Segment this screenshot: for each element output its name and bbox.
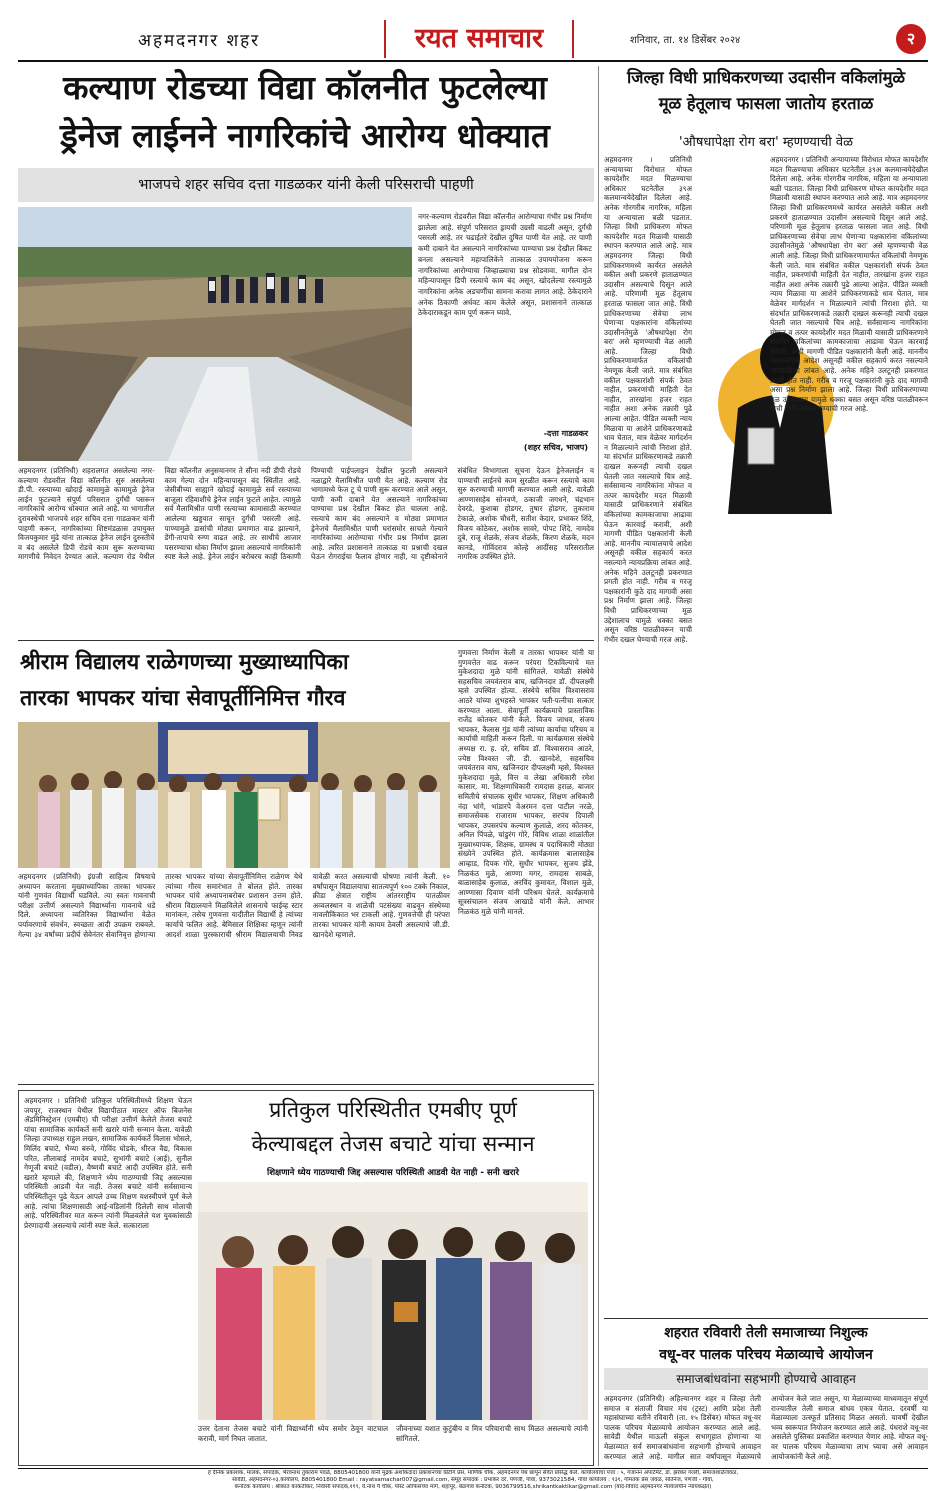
story3-body: अहमदनगर । प्रतिनिधी अन्यायाच्या विरोधात मोफत कायदेशीर मदत मिळण्याचा अधिकार घटनेतील ३९अ कलमान्वयेदेखील दिलेला आहे. अनेक गोरगरीब नागरिक, महिला या अन्यायाला बळी पडतात. जिल्हा विधी प्राधिकरण मोफत कायदेशीर मदत मिळावी यासाठी स्थापन करण्यात आले आहे. मात्र अहमदनगर जिल्हा विधी प्राधिकरणमध्ये कार्यरत असलेले वकील अशी प्रकरणे हाताळण्यात उदासीन असल्याचे दिसून आले आहे. परिणामी मूळ हेतूलाच हरताळ फासला जात आहे. विधी प्राधिकरणाच्या सेवेचा लाभ घेणाऱ्या पक्षकारांना वकिलांच्या उदासीनतेमुळे 'औषधापेक्षा रोग बरा' असे म्हणण्याची वेळ आली आहे. जिल्हा विधी प्राधिकरणामार्फत वकिलांची नेमणूक केली जाते. मात्र संबंधित वकील पक्षकारांशी संपर्क ठेवत नाहीत, प्रकरणांची माहिती देत नाहीत, तारखांना हजर राहत नाहीत अशा अनेक तक्रारी पुढे आल्या आहेत. पीडित व्यक्ती न्याय मिळावा या आशेने प्राधिकरणाकडे धाव घेतात, मात्र वेळेवर मार्गदर्शन न मिळाल्याने त्यांची निराशा होते. या संदर्भात प्राधिकरणाकडे तक्रारी दाखल करूनही त्याची दखल घेतली जात नसल्याचे चित्र आहे. सर्वसामान्य नागरिकांना मोफत व तत्पर कायदेशीर मदत मिळावी यासाठी प्राधिकरणाने संबंधित वकिलांच्या कामकाजाचा आढावा घेऊन कारवाई करावी, अशी मागणी पीडित पक्षकारांनी केली आहे. माननीय न्यायालयाचे आदेश असूनही वकील सहकार्य करत नसल्याने न्यायप्रक्रिया लांबत आहे. अनेक महिने उलटूनही प्रकरणात प्रगती होत नाही. गरीब व गरजू पक्षकारांनी कुठे दाद मागावी असा प्रश्न निर्माण झाला आहे. जिल्हा विधी प्राधिकरणाच्या मूळ उद्देशालाच यामुळे धक्का बसत असून वरिष्ठ पातळीवरून याची गंभीर दखल घेण्याची गरज आहे. [604, 155, 692, 644]
story5-subtitle: समाजबांधवांना सहभागी होण्याचे आवाहन [676, 1372, 856, 1386]
lead-quote-author: -दत्ता गाडळकर [543, 429, 588, 438]
story4-headline-line1: प्रतिकुल परिस्थितीत एमबीए पूर्ण [269, 1098, 517, 1123]
story2-headline-line2: तारका भापकर यांचा सेवापूर्तीनिमित्त गौरव [20, 686, 346, 711]
newspaper-name [384, 20, 574, 58]
lead-subtitle [18, 168, 594, 202]
story2-headline-line1: श्रीराम विद्यालय राळेगणच्या मुख्याध्यापिका [20, 650, 349, 675]
masthead [18, 20, 928, 58]
story3-subtitle: 'औषधापेक्षा रोग बरा' म्हणण्याची वेळ [678, 135, 854, 150]
story4-subtitle: शिक्षणाने ध्येय गाठण्याची जिद्द असल्यास परिस्थिती आडवी येत नाही - सनी खरारे [266, 1168, 519, 1178]
lead-headline-line1: कल्याण रोडच्या विद्या कॉलनीत फुटलेल्या [63, 68, 547, 107]
story3-headline-line2: मूळ हेतूलाच फासला जातोय हरताळ [658, 94, 874, 113]
story5-body: अहमदनगर (प्रतिनिधी) अहिल्यानगर शहर व जिल्हा तेली समाज व संताजी विचार मंच (ट्रस्ट) आणि प्रदेश तेली महासंघाच्या वतीने रविवारी (ता. १५ डिसेंबर) मोफत वधू-वर पालक परिचय मेळाव्याचे आयोजन करण्यात आले आहे. सावेडी येथील माऊली संकुल सभागृहात होणाऱ्या या मेळाव्यात सर्व समाजबांधवांना सहभागी होण्याचे आवाहन करण्यात आले आहे. मागील सात वर्षांपासून मेळाव्याचे आयोजन केले जात असून, या मेळाव्याच्या माध्यमातून संपूर्ण राज्यातील तेली समाज बांधव एकत्र येतात. दरवर्षी या मेळाव्याला उत्स्फूर्त प्रतिसाद मिळत असतो. यावर्षी देखील भव्य स्वरूपात नियोजन करण्यात आले आहे. पंधराशे वधू-वर असलेले पुस्तिका प्रकाशित करण्यात येणार आहे. मोफत वधू-वर पालक परिचय मेळाव्याचा लाभ घ्यावा असे आवाहन आयोजकांनी केले आहे. [604, 1394, 928, 1461]
lead-quote-box [418, 212, 592, 457]
masthead-rule [18, 60, 928, 62]
story5-subtitle-bar [604, 1368, 928, 1390]
lead-headline-line2: ड्रेनेज लाईनने नागरिकांचे आरोग्य धोक्यात [60, 116, 550, 155]
lead-quote-text: नगर-कल्याण रोडवरील विद्या कॉलनीत आरोग्याचा गंभीर प्रश्न निर्माण झालेला आहे. संपूर्ण परिसरात ड्रायची उग्रसी वाढली असून, दुर्गंधी पसरली आहे. तर चढाईतरे देखील दुषित पाणी येत आहे. तर पाणी कमी दाबाने येत असल्याने नागरिकांच्या पाण्याचा प्रश्न देखील बिकट बनला असल्याने महापालिकेने तात्काळ उपाययोजना करून नागरिकांच्या आरोग्याचा जिव्हाळ्याचा प्रश्न सोडवावा. मागील दोन महिन्यापासून डिपी रस्त्याचे काम बंद असून, खोदलेल्या रस्त्यामुळे नागरिकांना अनेक अडचणींचा सामना करावा लागत आहे. ठेकेदाराने अनेक ठिकाणी अर्धवट काम केलेले असून, प्रशासनाने तात्काळ ठेकेदाराकडून काम पूर्ण करून घ्यावे. [418, 212, 592, 318]
section-name: अहमदनगर शहर [138, 31, 261, 51]
story3-body-continued: अहमदनगर । प्रतिनिधी अन्यायाच्या विरोधात मोफत कायदेशीर मदत मिळण्याचा अधिकार घटनेतील ३९अ कलमान्वयेदेखील दिलेला आहे. अनेक गोरगरीब नागरिक, महिला या अन्यायाला बळी पडतात. जिल्हा विधी प्राधिकरण मोफत कायदेशीर मदत मिळावी यासाठी स्थापन करण्यात आले आहे. मात्र अहमदनगर जिल्हा विधी प्राधिकरणमध्ये कार्यरत असलेले वकील अशी प्रकरणे हाताळण्यात उदासीन असल्याचे दिसून आले आहे. परिणामी मूळ हेतूलाच हरताळ फासला जात आहे. विधी प्राधिकरणाच्या सेवेचा लाभ घेणाऱ्या पक्षकारांना वकिलांच्या उदासीनतेमुळे 'औषधापेक्षा रोग बरा' असे म्हणण्याची वेळ आली आहे. जिल्हा विधी प्राधिकरणामार्फत वकिलांची नेमणूक केली जाते. मात्र संबंधित वकील पक्षकारांशी संपर्क ठेवत नाहीत, प्रकरणांची माहिती देत नाहीत, तारखांना हजर राहत नाहीत अशा अनेक तक्रारी पुढे आल्या आहेत. पीडित व्यक्ती न्याय मिळावा या आशेने प्राधिकरणाकडे धाव घेतात, मात्र वेळेवर मार्गदर्शन न मिळाल्याने त्यांची निराशा होते. या संदर्भात प्राधिकरणाकडे तक्रारी दाखल करूनही त्याची दखल घेतली जात नसल्याचे चित्र आहे. सर्वसामान्य नागरिकांना मोफत व तत्पर कायदेशीर मदत मिळावी यासाठी प्राधिकरणाने संबंधित वकिलांच्या कामकाजाचा आढावा घेऊन कारवाई करावी, अशी मागणी पीडित पक्षकारांनी केली आहे. माननीय न्यायालयाचे आदेश असूनही वकील सहकार्य करत नसल्याने न्यायप्रक्रिया लांबत आहे. अनेक महिने उलटूनही प्रकरणात प्रगती होत नाही. गरीब व गरजू पक्षकारांनी कुठे दाद मागावी असा प्रश्न निर्माण झाला आहे. जिल्हा विधी प्राधिकरणाच्या मूळ उद्देशालाच यामुळे धक्का बसत असून वरिष्ठ पातळीवरून याची गंभीर दखल घेण्याची गरज आहे. [770, 155, 928, 414]
issue-date: शनिवार, ता. १४ डिसेंबर २०२४ [630, 35, 741, 46]
story2-photo [18, 722, 450, 868]
newspaper-logo-text: रयत समाचार [414, 23, 544, 54]
story4-headline-line2: केल्याबद्दल तेजस बचाटे यांचा सन्मान [251, 1132, 535, 1157]
imprint-line-3: कर्नाटक कार्यालय : श्रीकांत काकतीकर, निवासी संपादक,११९, वे.नाथ पै चौक, पोस्ट ऑफिसच्या मागे, शहापूर, बेळगाव कर्नाटक, 9036799516,shrikantkaktikar@gmail.com (वाद-विवाद अहमदनगर न्यायालयीन न्यायकक्षेत) [234, 1484, 712, 1490]
footer-rule [18, 1468, 928, 1469]
story4-caption-right: जीवनाच्या यशात कुटुंबीय व मित्र परिवाराची साथ मिळत असल्याचे त्यांनी सांगितले. [396, 1424, 588, 1443]
story4-caption-left: उत्तर देताना तेजस बचाटे यांनी विद्यार्थ्यांनी ध्येय समोर ठेवून वाटचाल करावी, मार्ग निघत जातात. [198, 1424, 388, 1443]
page-number: २ [896, 24, 926, 54]
story3-headline-line1: जिल्हा विधी प्राधिकरणच्या उदासीन वकिलांमुळे [627, 68, 905, 87]
story5-headline-line2: वधू-वर पालक परिचय मेळाव्याचे आयोजन [659, 1347, 873, 1363]
story2-body: अहमदनगर (प्रतिनिधी) इंग्रजी साहित्य विषयाचे अध्यापन करताना मुख्याध्यापिका तारका भापकर यांनी गुणवंत विद्यार्थी घडविले. त्या स्वतः गावनाची परीक्षा उत्तीर्ण असल्याने विद्यार्थ्यांना गावनाचे धडे दिले. अध्यापना व्यतिरिक्त विद्यार्थ्यांना वेळेत पर्यावरणाचे संवर्धन, स्वच्छता आदी उपक्रम राबवले. गेल्या ३४ वर्षांच्या प्रदीर्घ सेवेनंतर सेवानिवृत्त होणाऱ्या तारका भापकर यांच्या सेवापूर्तीनिमित्त राळेगण येथे त्यांच्या गौरव समारंभात ते बोलत होते. तारका भापकर यांचे अध्यापनाबरोबर प्रशासन उत्तम होते. श्रीराम विद्यालयाने मिळविलेले शासनाचे फाईव्ह स्टार मानांकन, तसेच गुणवत्ता यादीतील विद्यार्थी हे त्यांच्या कार्याचे फलित आहे. बेमिसाल शिक्षिका म्हणून त्यांनी आदर्श शाळा पुरस्काराची श्रीराम विद्यालयाची निवड यावेळी करत असल्याची घोषणा त्यांनी केली. १० वर्षांपासून विद्यालयाचा सातत्यपूर्ण १०० टक्के निकाल, क्रीडा क्षेत्रात राष्ट्रीय आंतरराष्ट्रीय पातळीवर अव्वलस्थान व शाळेची पटसंख्या वाढवून संस्थेच्या नावलौकिकात भर टाकली आहे. गुणवत्तेची ही परंपरा तारका भापकर यांनी कायम ठेवली असल्याचे जी.डी. खानदेशे म्हणाले. [18, 872, 450, 939]
story4-body: अहमदनगर । प्रतिनिधी प्रतिकुल परिस्थितीमध्ये शिक्षण घेऊन जयपूर, राजस्थान येथील विद्यापीठात मास्टर ऑफ बिजनेस ॲडमिनिस्ट्रेशन (एमबीए) ची परीक्षा उत्तीर्ण केलेले तेजस बचाटे यांचा सामाजिक कार्यकर्ते सनी खरारे यांनी सन्मान केला. यावेळी जिल्हा उपाध्यक्ष राहुल लखन, सामाजिक कार्यकर्ते विलास भोसले, मिलिंद बचाटे, भैय्या बरुवे, गोविंद घोडके, धीरज वैद्य, विकास परित, लीलाबाई नामदेव बचाटे, सुभांगी बचाटे (आई), सुनील गेणूजी बचाटे (वडील), वैष्णवी बचाटे आदी उपस्थित होते. सनी खरारे म्हणाले की, शिक्षणाने ध्येय गाठण्याची जिद्द असल्यास परिस्थिती आडवी येत नाही. तेजस बचाटे यांनी सर्वसामान्य परिस्थितीतून पुढे येऊन आपले उच्च शिक्षण यशस्वीपणे पूर्ण केले आहे. त्यांचा शिक्षणासाठी आई-वडिलांनी दिलेली साथ मोलाची आहे. परिस्थितीवर मात करून त्यांनी मिळवलेले यश युवकांसाठी प्रेरणादायी असल्याचे त्यांनी स्पष्ट केले. सत्काराला [24, 1096, 192, 1230]
right-column-rule [598, 66, 599, 1466]
lead-body: अहमदनगर (प्रतिनिधी) शहरालगत असलेल्या नगर-कल्याण रोडवरील विद्या कॉलनीत सुरु असलेल्या डी.पी. रस्त्याच्या खोदाई कामामुळे कामामुळे ड्रेनेज लाईन फुटल्याने संपूर्ण परिसरात दुर्गंधी पसरून नागरिकांचे आरोग्य धोक्यात आले आहे. या भागातील दुरावस्थेची भाजपचे शहर सचिव दत्ता गाडळकर यांनी पाहणी करून, नागरिकांच्या शिष्टमंडळास उपायुक्त विजयकुमार मुंढे यांना तात्काळ ड्रेनेज लाईन दुरुस्तीचे व बंद असलेले डिपी रोडचे काम सुरू करण्याच्या मागणीचे निवेदन देण्यात आले. कल्याण रोड येथील विद्या कॉलनीत अनुसयानगर ते सीना नदी डीपी रोडचे काम गेल्या दोन महिन्यापासून बंद स्थितीत आहे. जेसीबीच्या साह्याने खोदाई कामामुळे सर्व रस्त्याच्या बाजूला रहिवाशीचे ड्रेनेज लाईन फुटले आहेत. त्यामुळे सर्व मैलामिश्रीत पाणी रस्त्याच्या कामासाठी करण्यात आलेल्या खड्डयात साचून दुर्गंधी पसरली आहे. पाण्यामुळे डासांची मोठ्या प्रमाणात वाढ झाल्याने, डेंगी-तापाचे रुग्ण वाढत आहे. तर साथीचे आजार पसरण्याचा धोका निर्माण झाला असल्याचे नागरिकांनी स्पष्ट केले आहे. ड्रेनेज लाईन बरोबरच काही ठिकाणी पिण्याची पाईपलाइन देखील फुटली असल्याने नळाद्वारे मैलामिश्रीत पाणी येत आहे. कल्याण रोड भागामध्ये फेज टू चे पाणी सुरू करण्यात आले असून, पाणी कमी दाबाने येत असल्याने नागरिकांच्या पाण्याचा प्रश्न देखील बिकट होत चालला आहे. रस्त्याचे काम बंद असल्याने व मोठ्या प्रमाणात ड्रेनेजचे मैलामिश्रीत पाणी घरांसमोर साचले गेल्याने नागरिकांच्या आरोग्याचा गंभीर प्रश्न निर्माण झाला आहे. त्वरित प्रशासनाने तात्काळ या प्रश्नाची दखल घेऊन रोगराईचा फैलाव होणार नाही, या दृष्टीकोनाने संबंधित विभागाला सूचना देऊन ड्रेनेजलाईन व पाण्याची लाईनचे काम सुरळीत करून रस्त्याचे काम सुरु करण्याची मागणी करण्यात आली आहे. यावेळी आण्णासाहेब सोनवणे, ठकाजी जगधने, चंद्रभान देवरडे, कुशाबा होडगर, तुषार होडगर, तुकाराम टेकाळे, अशोक चौधरी, सतीश केदार, प्रभाकर शिंदे, विजय कोठेकर, अशोक सावरे, पोपट शिंदे, नामदेव दुबे, राजू शेळके, संजय शेळके, किरण शेळके, मदन कानडे, गोविंदराव कोल्हे आदींसह परिसरातील नागरिक उपस्थित होते. [18, 466, 594, 562]
story4-photo [198, 1182, 588, 1420]
lead-quote-role: (शहर सचिव, भाजप) [523, 443, 588, 452]
story3-body-col2-mask [770, 155, 928, 1315]
story3-bottom-rule [604, 1318, 928, 1319]
story5-headline-line1: शहरात रविवारी तेली समाजाच्या निशुल्क [664, 1325, 868, 1341]
lead-bottom-rule [18, 640, 594, 641]
story2-body-right: गुणवत्ता निर्माण केली व तारका भापकर यांनी या गुणवत्तेत वाढ करून परंपरा टिकविल्याचे मत मुकेशदादा मुळे यांनी सांगितले. यावेळी संस्थेचे सहसचिव जयवंतराव बाघ, खजिनदार डॉ. दीपलक्ष्मी म्हसे उपस्थित होत्या. संस्थेचे सचिव विश्वासराव आठरे यांच्या शुभहस्ते भापकर पती-पत्नीचा सत्कार करण्यात आला. सेवापूर्ती कार्यक्रमाचे प्रास्ताविक राजेंद्र कोतकर यांनी केले. विजय जाधव, संजय भापकर, कैलास गुंड यांनी त्यांच्या कार्याचा परिचय व कार्याची माहिती करून दिली. या कार्यक्रमास संस्थेचे अध्यक्ष रा. ह. दरे, सचिव डॉ. विश्वासराव आठरे, ज्येष्ठ विश्वस्त जी. डी. खानदेशे, सहसचिव जयवंतराव वाघ, खजिनदार दीपलक्ष्मी म्हसे, विश्वस्त मुकेशदादा मुळे, वित्त व लेखा अधिकारी रमेश कासार, मा. शिक्षणाधिकारी रामदास हराळ, बाजार समितीचे संचालक सुधीर भापकर, शिक्षण अधिकारी नंदा भांगे, भांडारपे वेअरमन दत्ता पाटील नरळे, समाजसेवक राजाराम भापकर, सरपंच दिपाली भापकर, उपसरपंच कल्याण कुलाळे, शरद कोतकर, अनिल पिंपळे, चांडुरंग गोरे, विविध शाळा शाळांतील मुख्याध्यापक, शिक्षक, ग्रामस्थ व पदाधिकारी मोठ्या संख्येने उपस्थित होते. कार्यक्रमास बालासाहेब आव्हाड, दिपक गोरे, सुधीर भापकर, सुजय झेंडे, निळकंठ मुळे, आण्णा मगर, रामदास साबळे, बाळासाहेब कुलाळ, अरविंद कुमावत, विशाल मुळे, आण्णासा दिवाण यांनी परिश्रम घेतले. कार्यक्रमाचे सूत्रसंचालन संजय आखाडे यांनी केले. आभार निळकंठ मुळे यांनी मानले. [458, 648, 594, 917]
imprint-line-2: सावेडी, अहमदनगर-०३.कार्यालय, 8805401800 Email : rayatsamachar007@gmail.com, समूह संपादक : प्रभाकर दरे, पणजी, गोवा, 9373021584, गोवा कार्यालय : १३१, गोमंतक प्रेस जवळ, संतिनेज, पणजी - गोवा, [232, 1477, 714, 1483]
felicitation-photo-illustration [18, 722, 450, 868]
award-photo-illustration [198, 1182, 588, 1420]
drainage-photo-illustration [18, 207, 412, 461]
story2-bottom-rule [18, 1084, 594, 1085]
lead-subtitle-text: भाजपचे शहर सचिव दत्ता गाडळकर यांनी केली परिसराची पाहणी [138, 177, 474, 193]
imprint-line-1: हे दैनिक प्रकाशक, मालक, संपादक, भैरवनाथ तुकाराम पवळे, 8805401800 यांनी मुद्रक अशोकदादा प्रकाशनच्या प्रिंटींग प्रेस, माणिक चौक, अहमदनगर येथे छापून सेवेत प्रसिद्ध केले. कार्यालयाचा पत्ता : ५, गजानन अपार्टमेंट, डॉ. झरेकर गल्ली, समाजशाळेजवळ, [207, 1470, 739, 1476]
lead-photo [18, 207, 412, 461]
